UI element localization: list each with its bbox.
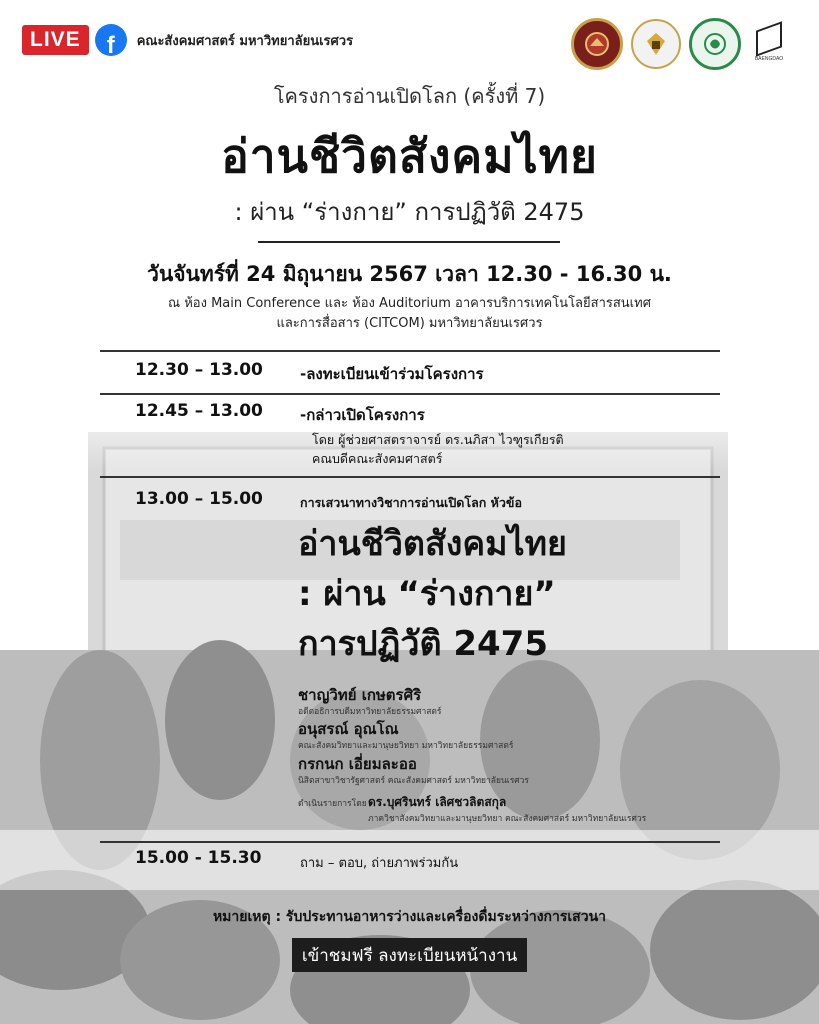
moderator-name: ดร.บุศรินทร์ เลิศชวลิตสกุล [368, 795, 507, 809]
top-bar [22, 22, 353, 58]
green-emblem-icon [689, 18, 741, 70]
opening-speaker: โดย ผู้ช่วยศาสตราจารย์ ดร.นภิสา ไวฑูรเกียรติ [312, 432, 564, 447]
free-entry-badge: เข้าชมฟรี ลงทะเบียนหน้างาน [292, 938, 527, 972]
speaker-name: ชาญวิทย์ เกษตรศิริ [298, 686, 422, 704]
event-title: อ่านชีวิตสังคมไทย [221, 129, 598, 183]
topic-line-1: อ่านชีวิตสังคมไทย [298, 524, 567, 564]
title-divider [258, 241, 560, 243]
schedule-divider [100, 841, 720, 843]
topic-line-2: : ผ่าน “ร่างกาย” [298, 574, 556, 614]
schedule-time: 13.00 – 15.00 [135, 489, 263, 509]
speaker-affiliation: คณะสังคมวิทยาและมานุษยวิทยา มหาวิทยาลัยธรรมศาสตร์ [298, 741, 514, 751]
partner-logos [571, 18, 789, 70]
schedule-item: -กล่าวเปิดโครงการ [300, 406, 425, 424]
baengdao-logo-icon: BAENGDAO [749, 21, 789, 67]
moderator-affiliation: ภาควิชาสังคมวิทยาและมานุษยวิทยา คณะสังคมศาสตร์ มหาวิทยาลัยนเรศวร [368, 814, 647, 824]
schedule-divider [100, 393, 720, 395]
schedule-time: 12.30 – 13.00 [135, 360, 263, 380]
speaker-affiliation: อดีตอธิการบดีมหาวิทยาลัยธรรมศาสตร์ [298, 707, 442, 717]
faculty-seal-icon [571, 18, 623, 70]
schedule-time: 15.00 - 15.30 [135, 848, 262, 868]
schedule-item: -ลงทะเบียนเข้าร่วมโครงการ [300, 365, 484, 383]
schedule-divider [100, 476, 720, 478]
moderator-label: ดำเนินรายการโดย [298, 799, 367, 809]
note-text: หมายเหตุ : รับประทานอาหารว่างและเครื่องดื่มระหว่างการเสวนา [212, 909, 607, 925]
venue-line-1: ณ ห้อง Main Conference และ ห้อง Auditorium อาคารบริการเทคโนโลยีสารสนเทศ [168, 296, 651, 311]
schedule-time: 12.45 – 13.00 [135, 401, 263, 421]
live-badge[interactable]: LIVE [22, 25, 89, 55]
facebook-icon[interactable]: f [95, 24, 127, 56]
schedule-divider [100, 350, 720, 352]
speaker-name: กรกนก เอี่ยมละออ [298, 755, 417, 773]
event-subtitle: : ผ่าน “ร่างกาย” การปฏิวัติ 2475 [234, 198, 585, 226]
event-date-time: วันจันทร์ที่ 24 มิถุนายน 2567 เวลา 12.30 - 16.30 น. [147, 262, 672, 286]
speaker-name: อนุสรณ์ อุณโณ [298, 720, 399, 738]
speaker-affiliation: นิสิตสาขาวิชารัฐศาสตร์ คณะสังคมศาสตร์ มหาวิทยาลัยนเรศวร [298, 776, 529, 786]
topic-line-3: การปฏิวัติ 2475 [298, 624, 548, 664]
university-crest-icon [631, 19, 681, 69]
faculty-name: คณะสังคมศาสตร์ มหาวิทยาลัยนเรศวร [136, 33, 354, 49]
opening-speaker-title: คณบดีคณะสังคมศาสตร์ [312, 451, 443, 466]
venue-line-2: และการสื่อสาร (CITCOM) มหาวิทยาลัยนเรศวร [276, 316, 543, 331]
schedule-item: การเสวนาทางวิชาการอ่านเปิดโลก หัวข้อ [300, 495, 522, 510]
project-series: โครงการอ่านเปิดโลก (ครั้งที่ 7) [273, 84, 546, 108]
schedule-item: ถาม – ตอบ, ถ่ายภาพร่วมกัน [300, 856, 459, 871]
